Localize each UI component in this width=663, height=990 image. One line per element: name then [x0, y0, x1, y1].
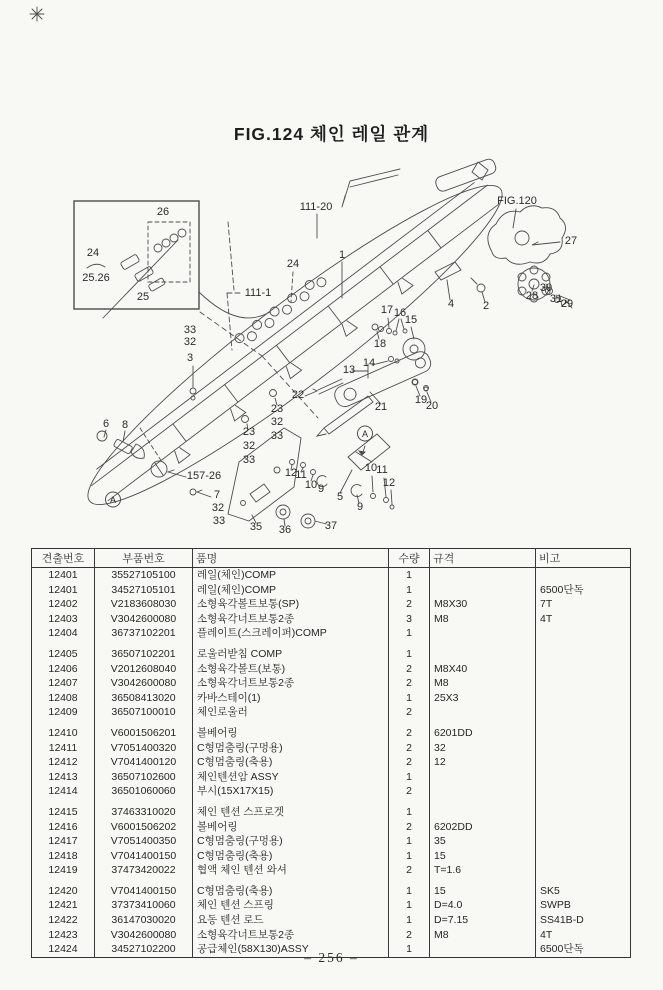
- diagram-callout: 2: [482, 300, 490, 312]
- cell-remarks: [536, 568, 631, 583]
- cell-part-no: 36147030020: [95, 913, 193, 928]
- diagram-callout: 10: [304, 479, 318, 491]
- circled-mark-letter: A: [109, 495, 117, 505]
- table-row: [32, 612, 631, 627]
- cell-qty: 1: [389, 568, 430, 583]
- cell-remarks: [536, 662, 631, 677]
- diagram-callout: 6: [102, 418, 110, 430]
- table-row: [32, 568, 631, 583]
- diagram-callout: 23: [242, 426, 256, 438]
- cell-spec: [430, 805, 536, 820]
- col-header-spec: 규격: [430, 549, 536, 568]
- cell-callout-no: 12418: [48, 849, 78, 862]
- cell-qty: 3: [389, 612, 430, 627]
- cell-part-name: 플레이트(스크레이퍼)COMP: [193, 626, 389, 641]
- table-row: [32, 898, 631, 913]
- circled-mark-letter: A: [361, 429, 369, 439]
- cell-remarks: [536, 863, 631, 878]
- cell-qty: 1: [389, 884, 430, 899]
- diagram-callout: 11: [376, 464, 388, 476]
- diagram-callout: 22: [291, 389, 305, 401]
- cell-remarks: [536, 784, 631, 799]
- cell-qty: 1: [389, 805, 430, 820]
- diagram-callout: 1: [338, 249, 346, 261]
- diagram-callout: 25: [136, 291, 150, 303]
- diagram-callout: 13: [342, 364, 356, 376]
- cell-callout-no: 12416: [48, 820, 78, 833]
- table-row: [32, 583, 631, 598]
- cell-callout-no: 12411: [48, 741, 78, 754]
- diagram-callout: 157-26: [186, 470, 222, 482]
- cell-callout-no: 12421: [48, 899, 78, 912]
- cell-part-name: 부시(15X17X15): [193, 784, 389, 799]
- parts-table-wrap: [31, 548, 630, 958]
- cell-callout-no: 12412: [48, 756, 78, 769]
- cell-callout-no: 12402: [48, 598, 78, 611]
- cell-part-no: V7041400120: [95, 755, 193, 770]
- cell-part-no: V7041400150: [95, 849, 193, 864]
- cell-callout-no: 12419: [48, 864, 78, 877]
- cell-spec: T=1.6: [430, 863, 536, 878]
- cell-qty: 2: [389, 755, 430, 770]
- cell-spec: M8: [430, 612, 536, 627]
- cell-callout-no: 12407: [48, 677, 78, 690]
- cell-qty: 2: [389, 863, 430, 878]
- cell-callout-no: 12408: [48, 691, 78, 704]
- cell-remarks: [536, 770, 631, 785]
- diagram-callout: 30: [539, 282, 553, 294]
- cell-callout-no: 12401: [48, 583, 78, 596]
- diagram-callout: 21: [374, 401, 388, 413]
- cell-qty: 1: [389, 647, 430, 662]
- diagram-callout: 31: [549, 293, 563, 305]
- cell-spec: M8X40: [430, 662, 536, 677]
- cell-spec: [430, 626, 536, 641]
- cell-part-no: 36508413020: [95, 691, 193, 706]
- cell-qty: 2: [389, 676, 430, 691]
- cell-part-no: 36737102201: [95, 626, 193, 641]
- cell-spec: 12: [430, 755, 536, 770]
- cell-spec: 35: [430, 834, 536, 849]
- cell-spec: 6202DD: [430, 820, 536, 835]
- registration-mark: [30, 7, 44, 21]
- cell-callout-no: 12417: [48, 835, 78, 848]
- cell-part-name: 볼베어링: [193, 726, 389, 741]
- diagram-callout: 111-1: [244, 287, 272, 299]
- cell-remarks: [536, 834, 631, 849]
- figure-title: FIG.124 체인 레일 관계: [233, 124, 430, 144]
- cell-remarks: 6500단독: [536, 583, 631, 598]
- table-body: [32, 568, 631, 958]
- cell-qty: 1: [389, 913, 430, 928]
- table-row: [32, 705, 631, 720]
- cell-qty: 1: [389, 770, 430, 785]
- table-row: [32, 691, 631, 706]
- diagram-callout: 5: [336, 491, 344, 503]
- diagram-callout: 111-20: [299, 201, 333, 213]
- cell-spec: D=7.15: [430, 913, 536, 928]
- cell-qty: 1: [389, 626, 430, 641]
- cell-part-name: C형멈춤링(구멍용): [193, 741, 389, 756]
- cell-part-name: 레일(체인)COMP: [193, 568, 389, 583]
- cell-qty: 1: [389, 849, 430, 864]
- cell-part-no: V6001506202: [95, 820, 193, 835]
- col-header-qty: 수량: [389, 549, 430, 568]
- cell-callout-no: 12405: [48, 647, 78, 660]
- cell-spec: 25X3: [430, 691, 536, 706]
- cell-part-name: C형멈춤링(축용): [193, 849, 389, 864]
- cell-remarks: [536, 691, 631, 706]
- cell-part-name: 볼베어링: [193, 820, 389, 835]
- cell-part-no: V2012608040: [95, 662, 193, 677]
- cell-callout-no: 12413: [48, 770, 78, 783]
- diagram-callout: 26: [156, 206, 170, 218]
- cell-qty: 1: [389, 583, 430, 598]
- cell-spec: 32: [430, 741, 536, 756]
- diagram-callout: 25.26: [82, 272, 110, 284]
- cell-part-no: V2183608030: [95, 597, 193, 612]
- diagram-callout: 24: [86, 247, 100, 259]
- diagram-callout: 33: [270, 430, 284, 442]
- cell-part-no: 37473420022: [95, 863, 193, 878]
- cell-spec: M8: [430, 676, 536, 691]
- diagram-callout: 20: [425, 400, 439, 412]
- diagram-callout: 11: [295, 469, 307, 481]
- cell-part-name: 체인로울러: [193, 705, 389, 720]
- diagram-callout: 7: [213, 489, 221, 501]
- cell-remarks: [536, 849, 631, 864]
- cell-spec: [430, 784, 536, 799]
- table-row: [32, 805, 631, 820]
- cell-part-no: V3042600080: [95, 676, 193, 691]
- cell-qty: 2: [389, 726, 430, 741]
- table-row: [32, 626, 631, 641]
- cell-part-no: V3042600080: [95, 612, 193, 627]
- cell-remarks: [536, 676, 631, 691]
- cell-part-name: 협액 체인 텐션 와셔: [193, 863, 389, 878]
- cell-callout-no: 12414: [48, 785, 78, 798]
- cell-remarks: SK5: [536, 884, 631, 899]
- table-row: [32, 784, 631, 799]
- cell-callout-no: 12403: [48, 612, 78, 625]
- cell-part-no: 37463310020: [95, 805, 193, 820]
- cell-spec: [430, 647, 536, 662]
- cell-qty: 2: [389, 928, 430, 943]
- cell-qty: 1: [389, 691, 430, 706]
- cell-part-name: 레일(체인)COMP: [193, 583, 389, 598]
- diagram-callout: 4: [447, 298, 455, 310]
- cell-part-no: 36501060060: [95, 784, 193, 799]
- cell-callout-no: 12401: [48, 569, 78, 581]
- col-header-part-name: 품명: [193, 549, 389, 568]
- cell-part-no: 35527105100: [95, 568, 193, 583]
- cell-part-no: 37373410060: [95, 898, 193, 913]
- cell-part-no: 34527105101: [95, 583, 193, 598]
- cell-part-name: 카바스테이(1): [193, 691, 389, 706]
- diagram-callout: 29: [560, 298, 574, 310]
- diagram-callout: 18: [373, 338, 387, 350]
- cell-part-no: 36507102600: [95, 770, 193, 785]
- cell-part-name: 소형육각볼트(보통): [193, 662, 389, 677]
- cell-part-name: 소형육각볼트보통(SP): [193, 597, 389, 612]
- table-row: [32, 741, 631, 756]
- diagram-callout: 9: [317, 483, 325, 495]
- cell-qty: 2: [389, 597, 430, 612]
- cell-remarks: [536, 726, 631, 741]
- cell-part-no: V7051400350: [95, 834, 193, 849]
- cell-callout-no: 12424: [48, 943, 78, 956]
- table-row: [32, 597, 631, 612]
- diagram-callout: 16: [393, 307, 407, 319]
- cell-qty: 2: [389, 741, 430, 756]
- diagram-callout: 19: [414, 394, 428, 406]
- cell-qty: 2: [389, 662, 430, 677]
- cell-remarks: [536, 626, 631, 641]
- cell-remarks: SS41B-D: [536, 913, 631, 928]
- table-row: [32, 726, 631, 741]
- table-row: [32, 834, 631, 849]
- cell-part-name: 로울러받침 COMP: [193, 647, 389, 662]
- table-header: [32, 549, 631, 568]
- table-row: [32, 647, 631, 662]
- cell-remarks: 4T: [536, 928, 631, 943]
- cell-part-name: 체인텐션암 ASSY: [193, 770, 389, 785]
- diagram-callout: 8: [121, 419, 129, 431]
- diagram-callout: 32: [211, 502, 225, 514]
- cell-callout-no: 12410: [48, 726, 78, 739]
- diagram-callout: 14: [362, 357, 376, 369]
- diagram-callout: 23: [270, 403, 284, 415]
- cell-qty: 1: [389, 834, 430, 849]
- cell-callout-no: 12409: [48, 706, 78, 719]
- cell-spec: [430, 770, 536, 785]
- table-row: [32, 676, 631, 691]
- cell-part-no: 36507102201: [95, 647, 193, 662]
- diagram-callout: 10: [364, 462, 378, 474]
- diagram-callout: 24: [286, 258, 300, 270]
- cell-callout-no: 12404: [48, 627, 78, 640]
- cell-remarks: [536, 647, 631, 662]
- cell-spec: [430, 568, 536, 583]
- cell-part-no: 34527102200: [95, 942, 193, 957]
- cell-part-no: 36507100010: [95, 705, 193, 720]
- cell-callout-no: 12420: [48, 884, 78, 897]
- table-row: [32, 755, 631, 770]
- cell-remarks: [536, 805, 631, 820]
- cell-spec: 15: [430, 849, 536, 864]
- diagram-callout: 12: [382, 477, 396, 489]
- table-row: [32, 662, 631, 677]
- cell-part-name: 소형육각너트보통2종: [193, 676, 389, 691]
- cell-part-no: V6001506201: [95, 726, 193, 741]
- diagram-callout: FIG.120: [497, 195, 537, 207]
- cell-remarks: 4T: [536, 612, 631, 627]
- diagram-callout: 12: [284, 467, 298, 479]
- table-row: [32, 913, 631, 928]
- cell-qty: 2: [389, 784, 430, 799]
- page-number: – 256 –: [304, 950, 359, 965]
- table-row: [32, 849, 631, 864]
- diagram-callout: 17: [380, 304, 394, 316]
- table-row: [32, 770, 631, 785]
- diagram-callout: 33: [242, 454, 256, 466]
- cell-remarks: [536, 705, 631, 720]
- parts-table: [31, 548, 631, 958]
- cell-callout-no: 12422: [48, 914, 78, 927]
- col-header-part-no: 부품번호: [95, 549, 193, 568]
- diagram-callout: 15: [404, 314, 418, 326]
- diagram-callout: 32: [270, 416, 284, 428]
- diagram-line-art: [30, 7, 572, 534]
- diagram-callout: 33: [212, 515, 226, 527]
- diagram-callout: 32: [242, 440, 256, 452]
- table-row: [32, 820, 631, 835]
- cell-qty: 1: [389, 898, 430, 913]
- cell-callout-no: 12415: [48, 805, 78, 818]
- cell-spec: M8: [430, 928, 536, 943]
- cell-part-name: 공급체인(58X130)ASSY: [193, 942, 389, 957]
- cell-part-name: C형멈춤링(축용): [193, 755, 389, 770]
- cell-remarks: 7T: [536, 597, 631, 612]
- cell-qty: 1: [389, 942, 430, 957]
- cell-remarks: SWPB: [536, 898, 631, 913]
- cell-spec: M8X30: [430, 597, 536, 612]
- table-row: [32, 928, 631, 943]
- cell-callout-no: 12406: [48, 662, 78, 675]
- cell-part-name: 체인 텐션 스프로겟: [193, 805, 389, 820]
- col-header-remarks: 비고: [536, 549, 631, 568]
- cell-part-no: V7041400150: [95, 884, 193, 899]
- table-row: [32, 863, 631, 878]
- cell-spec: [430, 705, 536, 720]
- cell-part-no: V3042600080: [95, 928, 193, 943]
- diagram-callout: 32: [183, 336, 197, 348]
- diagram-callout: 27: [564, 235, 578, 247]
- cell-part-name: 체인 텐션 스프링: [193, 898, 389, 913]
- cell-spec: 15: [430, 884, 536, 899]
- diagram-callout: 36: [278, 524, 292, 536]
- cell-callout-no: 12423: [48, 928, 78, 941]
- cell-remarks: [536, 755, 631, 770]
- cell-qty: 2: [389, 705, 430, 720]
- cell-remarks: [536, 741, 631, 756]
- cell-part-name: 요동 텐션 로드: [193, 913, 389, 928]
- cell-part-name: C형멈춤링(구멍용): [193, 834, 389, 849]
- diagram-callout: 28: [525, 290, 539, 302]
- cell-spec: [430, 583, 536, 598]
- cell-spec: D=4.0: [430, 898, 536, 913]
- cell-part-name: 소형육각너트보통2종: [193, 612, 389, 627]
- cell-remarks: 6500단독: [536, 942, 631, 957]
- col-header-callout-no: 견출번호: [32, 549, 95, 568]
- cell-qty: 2: [389, 820, 430, 835]
- diagram-callout: 35: [249, 521, 263, 533]
- cell-part-no: V7051400320: [95, 741, 193, 756]
- diagram-callout: 9: [356, 501, 364, 513]
- diagram-callout: 3: [186, 352, 194, 364]
- cell-part-name: 소형육각너트보통2종: [193, 928, 389, 943]
- diagram-callout: 37: [324, 520, 338, 532]
- cell-remarks: [536, 820, 631, 835]
- diagram-callout: 33: [183, 324, 197, 336]
- table-row: [32, 884, 631, 899]
- cell-part-name: C형멈춤링(축용): [193, 884, 389, 899]
- cell-spec: 6201DD: [430, 726, 536, 741]
